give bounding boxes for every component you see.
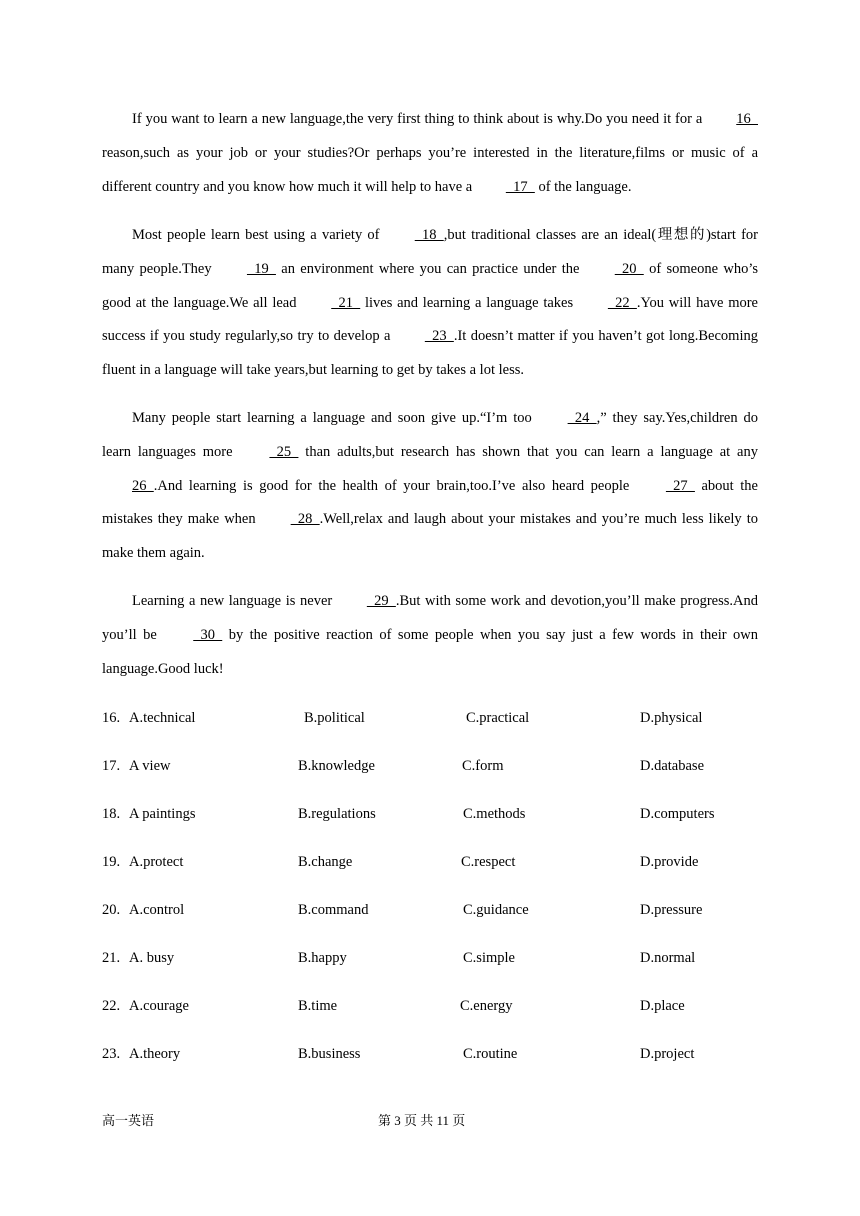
passage-paragraph-3 [102, 402, 758, 571]
option-a: A view [129, 758, 171, 774]
question-17 [102, 758, 762, 778]
paragraph-text [102, 103, 758, 204]
question-22 [102, 998, 762, 1018]
option-c: C.form [462, 758, 504, 774]
answer-blank: 20 [614, 260, 644, 277]
option-c: C.methods [463, 806, 526, 822]
question-18 [102, 806, 762, 826]
answer-blank: 18 [414, 227, 444, 243]
option-c: C.respect [461, 854, 516, 870]
question-number: 20. [102, 902, 121, 918]
answer-blank: 24 [567, 410, 597, 426]
option-d: D.project [640, 1046, 695, 1062]
option-a: A paintings [129, 806, 196, 822]
option-b: B.business [298, 1046, 361, 1062]
option-d: D.pressure [640, 902, 703, 918]
question-number: 17. [102, 758, 121, 774]
option-d: D.computers [640, 806, 715, 822]
paragraph-run: of the language. [534, 178, 632, 195]
option-d: D.physical [640, 710, 703, 726]
paragraph-run: Most people learn best using a variety of [132, 227, 385, 243]
question-20 [102, 902, 762, 922]
answer-blank: 25 [269, 443, 299, 460]
question-16 [102, 710, 762, 730]
passage-paragraph-2 [102, 219, 758, 388]
option-d: D.normal [640, 950, 696, 966]
answer-blank: 28 [290, 511, 320, 528]
paragraph-run: .And learning is good for the health of your brain,too.I’ve also heard people [153, 477, 636, 494]
answer-blank: 17 [505, 178, 535, 195]
option-b: B.time [298, 998, 338, 1014]
question-19 [102, 854, 762, 874]
option-c: C.practical [466, 710, 530, 726]
passage-paragraph-1 [102, 103, 758, 204]
question-21 [102, 950, 762, 970]
question-23 [102, 1046, 762, 1066]
option-a: A.theory [129, 1046, 181, 1062]
paragraph-text [102, 219, 758, 388]
option-d: D.provide [640, 854, 699, 870]
footer-subject: 高一英语 [102, 1113, 155, 1128]
option-b: B.happy [298, 950, 347, 966]
option-b: B.command [298, 902, 369, 918]
option-a: A.technical [129, 710, 196, 726]
paragraph-text [102, 402, 758, 571]
paragraph-run: by the positive reaction of some people when you say just a few words in their own language.Good luck! [102, 626, 758, 677]
option-a: A. busy [129, 950, 175, 966]
option-c: C.routine [463, 1046, 518, 1062]
answer-blank: 19 [246, 260, 276, 277]
option-b: B.regulations [298, 806, 376, 822]
option-c: C.simple [463, 950, 515, 966]
passage-paragraph-4 [102, 585, 758, 686]
answer-blank: 29 [366, 593, 396, 609]
answer-blank: 21 [331, 294, 361, 311]
paragraph-run: Many people start learning a language and soon give up.“I’m too [132, 410, 538, 426]
paragraph-text [102, 585, 758, 686]
paragraph-run: .You will have more success if you study regularly,so try to develop a [102, 294, 758, 345]
question-number: 19. [102, 854, 121, 870]
option-a: A.courage [129, 998, 189, 1014]
paragraph-run: of someone who’s good at the language.We all lead [102, 260, 758, 311]
question-number: 16. [102, 710, 121, 726]
paragraph-run: about the mistakes they make when [102, 477, 758, 528]
question-number: 18. [102, 806, 121, 822]
option-b: B.political [304, 710, 365, 726]
paragraph-run: .Well,relax and laugh about your mistakes and you’re much less likely to make them again. [102, 511, 758, 562]
option-c: C.energy [460, 998, 513, 1014]
question-number: 21. [102, 950, 121, 966]
footer-page-number: 第 3 页 共 11 页 [378, 1113, 466, 1128]
paragraph-run: ,” they say.Yes,children do learn languages more [102, 410, 758, 460]
answer-blank: 27 [665, 477, 695, 494]
paragraph-run: ,but traditional classes are an ideal(理想的)start for many people.They [102, 227, 759, 277]
answer-blank: 26 [132, 477, 154, 494]
paragraph-run: .It doesn’t matter if you haven’t got long.Becoming fluent in a language will take years,but learning to get by takes a lot less. [102, 328, 758, 379]
answer-blank: 23 [424, 328, 454, 345]
paragraph-run: Learning a new language is never [132, 593, 337, 609]
paragraph-run: .But with some work and devotion,you’ll make progress.And you’ll be [102, 593, 758, 643]
option-a: A.protect [129, 854, 184, 870]
answer-blank: 30 [193, 626, 223, 643]
option-b: B.change [298, 854, 353, 870]
paragraph-run: lives and learning a language takes [360, 294, 578, 311]
paragraph-run: an environment where you can practice under the [275, 260, 585, 277]
question-number: 23. [102, 1046, 121, 1062]
answer-blank: 16 [736, 111, 758, 127]
question-number: 22. [102, 998, 121, 1014]
option-d: D.place [640, 998, 685, 1014]
paragraph-run: than adults,but research has shown that you can learn a language at any [298, 443, 758, 460]
option-a: A.control [129, 902, 185, 918]
paragraph-run: If you want to learn a new language,the very first thing to think about is why.Do you need it for a [132, 111, 707, 127]
paragraph-run: reason,such as your job or your studies?Or perhaps you’re interested in the literature,films or music of a different country and you know how much it will help to have a [102, 144, 758, 195]
option-c: C.guidance [463, 902, 529, 918]
option-d: D.database [640, 758, 705, 774]
answer-blank: 22 [607, 294, 637, 311]
option-b: B.knowledge [298, 758, 375, 774]
